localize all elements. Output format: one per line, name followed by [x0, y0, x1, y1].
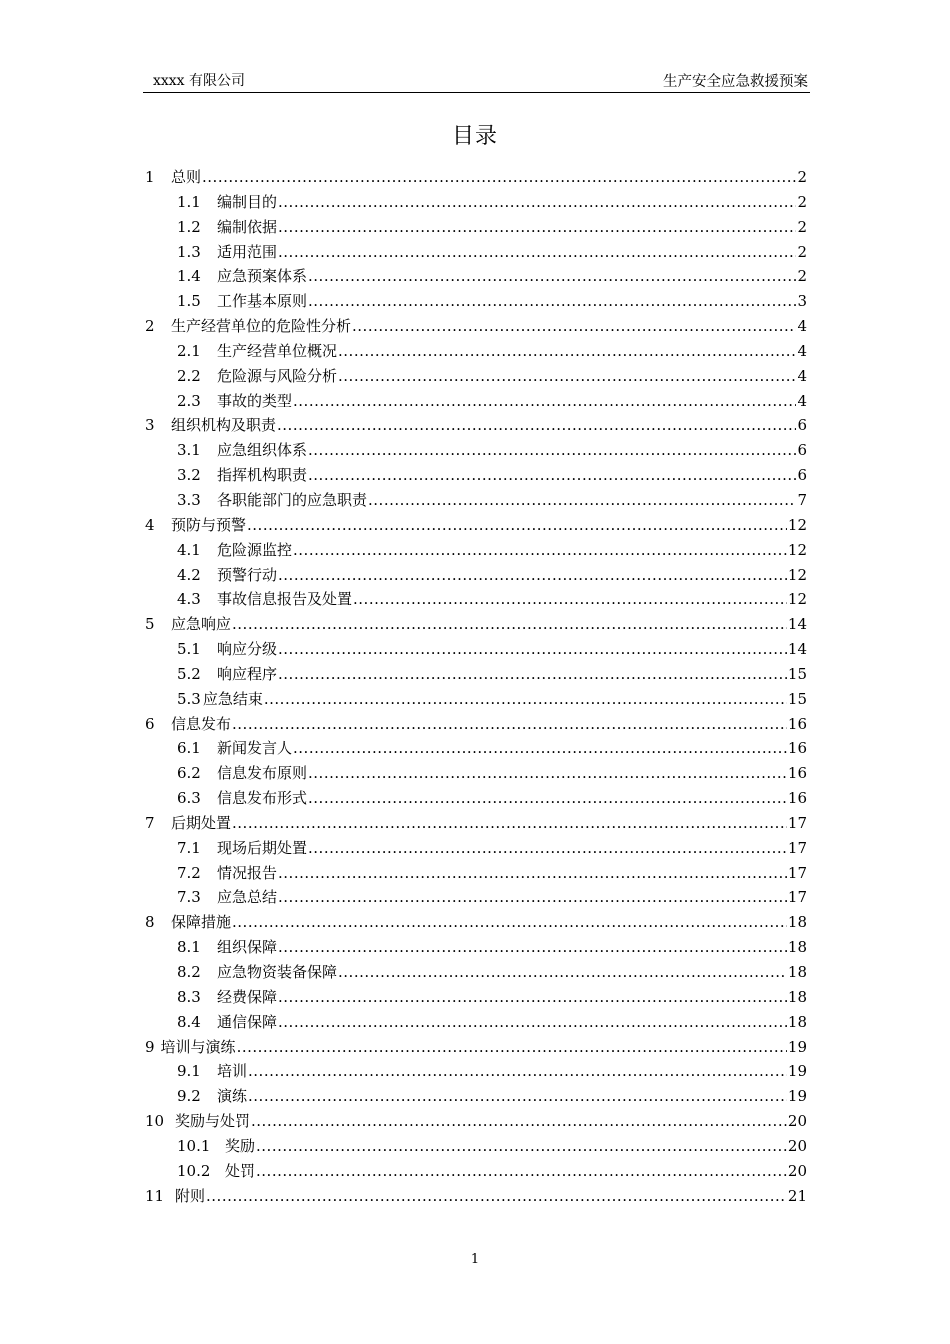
- toc-entry-number: 4: [145, 515, 155, 534]
- toc-entry-title: 应急总结: [217, 888, 278, 907]
- toc-entry-number: 7.1: [177, 838, 201, 857]
- toc-entry[interactable]: [143, 787, 807, 812]
- toc-entry-title: 保障措施: [171, 913, 232, 932]
- toc-entry[interactable]: [143, 166, 807, 191]
- toc-entry-title: 通信保障: [217, 1012, 278, 1031]
- toc-entry-title: 预防与预警: [171, 515, 247, 534]
- toc-entry[interactable]: [143, 762, 807, 787]
- toc-entry-title: 应急响应: [171, 615, 232, 634]
- toc-leader-dots: [202, 168, 796, 186]
- toc-entry-number: 1: [145, 168, 155, 186]
- toc-entry-title: 各职能部门的应急职责: [217, 490, 368, 509]
- toc-leader-dots: [338, 367, 796, 385]
- toc-entry-title: 新闻发言人: [217, 739, 293, 758]
- toc-entry-number: 7.3: [177, 888, 201, 907]
- toc-entry-number: 3: [145, 416, 155, 435]
- toc-entry[interactable]: [143, 315, 807, 340]
- toc-entry-number: 3.1: [177, 441, 201, 460]
- toc-entry[interactable]: [143, 464, 807, 489]
- toc-leader-dots: [308, 839, 787, 857]
- toc-entry-title: 生产经营单位概况: [217, 341, 338, 360]
- toc-entry-title: 信息发布形式: [217, 789, 308, 808]
- toc-entry-number: 6.3: [177, 789, 201, 808]
- toc-entry-number: 1.4: [177, 267, 201, 286]
- toc-entry-title: 事故的类型: [217, 391, 293, 410]
- toc-entry-title: 应急组织体系: [217, 441, 308, 460]
- toc-entry-number: 10: [145, 1112, 165, 1131]
- toc-leader-dots: [353, 590, 787, 608]
- toc-entry[interactable]: [143, 613, 807, 638]
- toc-entry-number: 2: [145, 317, 155, 336]
- toc-entry-number: 1.5: [177, 292, 201, 311]
- toc-entry-number: 9.2: [177, 1087, 201, 1106]
- toc-entry[interactable]: [143, 514, 807, 539]
- toc-leader-dots: [278, 988, 787, 1006]
- toc-entry-number: 8.2: [177, 963, 201, 981]
- toc-leader-dots: [251, 1112, 787, 1130]
- toc-entry-title: 情况报告: [217, 863, 278, 882]
- toc-leader-dots: [278, 665, 787, 683]
- toc-entry-title: 培训: [217, 1062, 248, 1081]
- toc-entry-number: 4.2: [177, 565, 201, 584]
- toc-entry-title: 奖励与处罚: [175, 1112, 251, 1131]
- toc-leader-dots: [308, 764, 787, 782]
- toc-leader-dots: [248, 1087, 787, 1105]
- toc-entry-title: 经费保障: [217, 987, 278, 1006]
- toc-entry-title: 后期处置: [171, 813, 232, 832]
- toc-entry-page: 15: [787, 664, 807, 683]
- toc-entry-page: 16: [787, 739, 807, 758]
- toc-entry-title: 处罚: [225, 1161, 256, 1180]
- toc-entry-title: 编制目的: [217, 192, 278, 211]
- toc-entry[interactable]: [143, 886, 807, 911]
- toc-entry-number: 6.2: [177, 764, 201, 783]
- toc-entry-number: 1.1: [177, 192, 201, 211]
- toc-entry[interactable]: [143, 936, 807, 961]
- toc-entry-page: 18: [787, 987, 807, 1006]
- toc-entry[interactable]: [143, 216, 807, 241]
- toc-entry-number: 5.2: [177, 664, 201, 683]
- toc-entry-number: 2.1: [177, 341, 201, 360]
- toc-entry-number: 1.3: [177, 242, 201, 261]
- toc-leader-dots: [237, 1038, 787, 1056]
- toc-entry-title: 应急物资装备保障: [217, 963, 338, 981]
- toc-entry-page: 14: [787, 640, 807, 659]
- toc-entry-page: 4: [797, 391, 807, 410]
- toc-entry-title: 信息发布: [171, 714, 232, 733]
- toc-leader-dots: [247, 516, 787, 534]
- toc-entry-page: 7: [797, 490, 807, 509]
- toc-entry-title: 指挥机构职责: [217, 466, 308, 485]
- toc-entry-number: 5.3: [177, 689, 201, 708]
- toc-entry-number: 8.1: [177, 938, 201, 957]
- toc-entry-number: 9: [145, 1037, 155, 1056]
- toc-entry-title: 现场后期处置: [217, 838, 308, 857]
- toc-entry-title: 预警行动: [217, 565, 278, 584]
- toc-entry-number: 3.2: [177, 466, 201, 485]
- toc-entry-title: 事故信息报告及处置: [217, 590, 353, 609]
- toc-entry[interactable]: [143, 961, 807, 986]
- toc-entry-number: 7: [145, 813, 155, 832]
- toc-leader-dots: [248, 1062, 787, 1080]
- toc-leader-dots: [278, 864, 787, 882]
- toc-leader-dots: [277, 416, 796, 434]
- toc-entry-page: 4: [797, 366, 807, 385]
- toc-entry-page: 17: [787, 813, 807, 832]
- toc-entry-number: 1.2: [177, 217, 201, 236]
- toc-entry-number: 8.4: [177, 1012, 201, 1031]
- header-company: xxxx 有限公司: [153, 73, 246, 89]
- toc-entry-page: 6: [797, 466, 807, 485]
- table-of-contents: [143, 166, 807, 1209]
- toc-entry[interactable]: [143, 588, 807, 613]
- toc-entry-page: 2: [797, 168, 807, 186]
- toc-leader-dots: [278, 193, 796, 211]
- toc-entry-title: 奖励: [225, 1136, 256, 1155]
- toc-entry-page: 2: [797, 217, 807, 236]
- toc-entry[interactable]: [143, 713, 807, 738]
- toc-entry-page: 21: [787, 1186, 807, 1205]
- toc-entry-page: 12: [787, 540, 807, 559]
- toc-entry-page: 6: [797, 441, 807, 460]
- toc-entry-title: 生产经营单位的危险性分析: [171, 317, 352, 336]
- toc-leader-dots: [308, 441, 796, 459]
- toc-entry-page: 4: [797, 317, 807, 336]
- toc-entry-number: 9.1: [177, 1062, 201, 1081]
- toc-entry-page: 12: [787, 590, 807, 609]
- toc-entry-number: 7.2: [177, 863, 201, 882]
- toc-leader-dots: [293, 739, 787, 757]
- toc-entry[interactable]: [143, 1160, 807, 1185]
- toc-entry-number: 5.1: [177, 640, 201, 659]
- toc-leader-dots: [264, 690, 787, 708]
- toc-entry[interactable]: [143, 986, 807, 1011]
- toc-entry-page: 20: [787, 1161, 807, 1180]
- toc-leader-dots: [256, 1137, 787, 1155]
- toc-entry[interactable]: [143, 564, 807, 589]
- toc-entry[interactable]: [143, 663, 807, 688]
- toc-entry-number: 6.1: [177, 739, 201, 758]
- page-header: [143, 68, 810, 93]
- toc-leader-dots: [293, 392, 796, 410]
- toc-leader-dots: [338, 342, 796, 360]
- toc-entry[interactable]: [143, 439, 807, 464]
- toc-entry-title: 总则: [171, 168, 202, 186]
- toc-entry-page: 12: [787, 515, 807, 534]
- toc-entry-page: 3: [797, 292, 807, 311]
- toc-entry-title: 组织机构及职责: [171, 416, 277, 435]
- toc-entry[interactable]: [143, 290, 807, 315]
- toc-entry[interactable]: [143, 837, 807, 862]
- toc-entry[interactable]: [143, 1185, 807, 1210]
- toc-entry-page: 18: [787, 1012, 807, 1031]
- toc-entry[interactable]: [143, 539, 807, 564]
- toc-entry-title: 应急预案体系: [217, 267, 308, 286]
- toc-entry[interactable]: [143, 812, 807, 837]
- toc-leader-dots: [368, 491, 796, 509]
- toc-entry-number: 8.3: [177, 987, 201, 1006]
- toc-entry-page: 12: [787, 565, 807, 584]
- toc-entry-page: 2: [797, 267, 807, 286]
- toc-entry[interactable]: [143, 1135, 807, 1160]
- toc-entry-title: 应急结束: [202, 689, 263, 708]
- toc-leader-dots: [308, 267, 796, 285]
- toc-entry-title: 附则: [175, 1186, 206, 1205]
- toc-leader-dots: [308, 466, 796, 484]
- toc-entry-page: 16: [787, 789, 807, 808]
- toc-leader-dots: [278, 1013, 787, 1031]
- toc-entry-page: 19: [787, 1087, 807, 1106]
- toc-leader-dots: [338, 963, 787, 981]
- toc-entry-number: 10.2: [177, 1161, 211, 1180]
- toc-entry-page: 18: [787, 938, 807, 957]
- toc-entry-page: 6: [797, 416, 807, 435]
- toc-entry-number: 8: [145, 913, 155, 932]
- toc-entry-number: 2.3: [177, 391, 201, 410]
- toc-leader-dots: [278, 566, 787, 584]
- toc-entry-number: 4.3: [177, 590, 201, 609]
- toc-entry-page: 2: [797, 192, 807, 211]
- toc-entry-title: 响应分级: [217, 640, 278, 659]
- toc-leader-dots: [206, 1187, 787, 1205]
- toc-entry-title: 危险源与风险分析: [217, 366, 338, 385]
- toc-entry[interactable]: [143, 1110, 807, 1135]
- toc-entry-number: 11: [145, 1186, 165, 1205]
- toc-entry-title: 信息发布原则: [217, 764, 308, 783]
- page-number: 1: [470, 1252, 480, 1267]
- toc-entry-page: 14: [787, 615, 807, 634]
- header-document-title: 生产安全应急救援预案: [663, 74, 808, 90]
- toc-entry-title: 培训与演练: [160, 1037, 236, 1056]
- toc-entry[interactable]: [143, 191, 807, 216]
- toc-entry-page: 18: [787, 963, 807, 981]
- toc-entry[interactable]: [143, 489, 807, 514]
- toc-leader-dots: [308, 292, 796, 310]
- toc-leader-dots: [232, 814, 787, 832]
- toc-entry[interactable]: [143, 1036, 807, 1061]
- toc-entry-page: 16: [787, 714, 807, 733]
- toc-entry-page: 17: [787, 838, 807, 857]
- toc-entry[interactable]: [143, 1060, 807, 1085]
- toc-leader-dots: [232, 913, 787, 931]
- toc-entry-page: 4: [797, 341, 807, 360]
- toc-entry[interactable]: [143, 1011, 807, 1036]
- toc-entry-page: 20: [787, 1112, 807, 1131]
- toc-entry-page: 19: [787, 1037, 807, 1056]
- toc-entry-page: 16: [787, 764, 807, 783]
- toc-title: 目录: [451, 124, 498, 149]
- toc-entry-title: 响应程序: [217, 664, 278, 683]
- toc-entry[interactable]: [143, 638, 807, 663]
- toc-entry[interactable]: [143, 414, 807, 439]
- toc-entry-title: 适用范围: [217, 242, 278, 261]
- toc-entry-title: 组织保障: [217, 938, 278, 957]
- toc-entry[interactable]: [143, 390, 807, 415]
- toc-entry-page: 20: [787, 1136, 807, 1155]
- toc-leader-dots: [278, 243, 796, 261]
- toc-entry-page: 19: [787, 1062, 807, 1081]
- toc-leader-dots: [278, 640, 787, 658]
- toc-entry[interactable]: [143, 265, 807, 290]
- toc-leader-dots: [308, 789, 787, 807]
- toc-entry-page: 17: [787, 888, 807, 907]
- toc-entry-number: 6: [145, 714, 155, 733]
- toc-entry-number: 4.1: [177, 540, 201, 559]
- toc-entry-page: 18: [787, 913, 807, 932]
- toc-entry[interactable]: [143, 1085, 807, 1110]
- toc-entry-number: 2.2: [177, 366, 201, 385]
- toc-entry-number: 5: [145, 615, 155, 634]
- toc-entry[interactable]: [143, 241, 807, 266]
- toc-entry-page: 17: [787, 863, 807, 882]
- toc-leader-dots: [278, 888, 787, 906]
- toc-leader-dots: [293, 541, 787, 559]
- toc-entry-number: 3.3: [177, 490, 201, 509]
- toc-entry-title: 演练: [217, 1087, 248, 1106]
- toc-entry-title: 危险源监控: [217, 540, 293, 559]
- toc-entry-title: 工作基本原则: [217, 292, 308, 311]
- toc-entry-page: 15: [787, 689, 807, 708]
- toc-entry[interactable]: [143, 365, 807, 390]
- toc-leader-dots: [278, 218, 796, 236]
- toc-entry-number: 10.1: [177, 1136, 211, 1155]
- toc-leader-dots: [352, 317, 796, 335]
- toc-leader-dots: [256, 1162, 787, 1180]
- toc-entry[interactable]: [143, 911, 807, 936]
- toc-entry[interactable]: [143, 340, 807, 365]
- toc-leader-dots: [232, 715, 787, 733]
- toc-entry[interactable]: [143, 862, 807, 887]
- toc-leader-dots: [278, 938, 787, 956]
- toc-entry[interactable]: [143, 688, 807, 713]
- toc-entry-title: 编制依据: [217, 217, 278, 236]
- toc-leader-dots: [232, 615, 787, 633]
- toc-entry[interactable]: [143, 737, 807, 762]
- toc-entry-page: 2: [797, 242, 807, 261]
